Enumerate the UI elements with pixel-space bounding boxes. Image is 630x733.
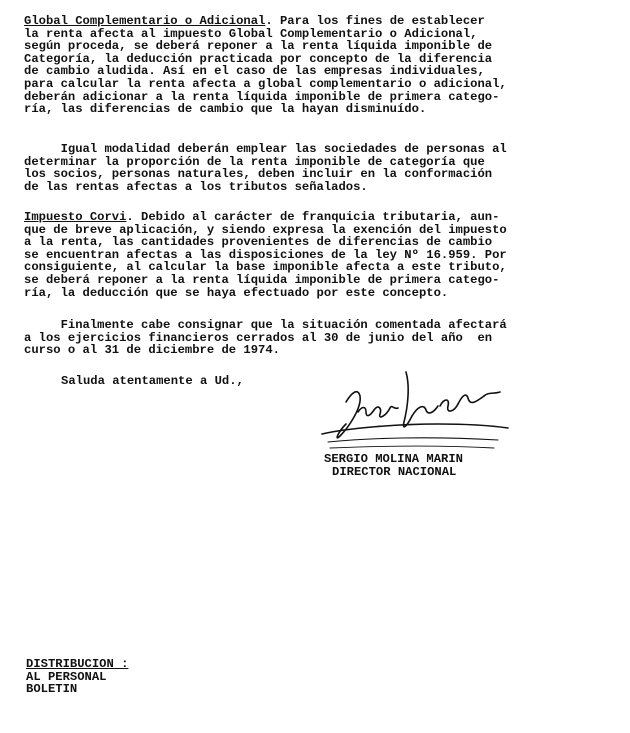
section-heading: Global Complementario o Adicional [24, 14, 266, 28]
distribution-heading: DISTRIBUCION : [26, 657, 129, 671]
text-line: Categoría, la deducción practicada por concepto de la diferencia [24, 51, 493, 66]
text-line: se deberá reponer a la renta líquida imponible de primera catego- [24, 272, 500, 287]
text-line: ría, la deducción que se haya efectuado por este concepto. [24, 285, 449, 300]
text-line: Finalmente cabe consignar que la situación comentada afectará [24, 318, 507, 332]
text-line: Igual modalidad deberán emplear las sociedades de personas al [24, 142, 507, 156]
text-line: ría, las diferencias de cambio que la hayan disminuído. [24, 102, 427, 117]
paragraph-igual-modalidad [24, 143, 609, 193]
text-line: la renta afecta al impuesto Global Complementario o Adicional, [24, 26, 478, 41]
text-line: consiguiente, al calcular la base imponible afecta a este tributo, [24, 260, 507, 275]
signature-block [324, 453, 524, 478]
signatory-name: SERGIO MOLINA MARIN [324, 452, 463, 466]
text-line: a los ejercicios financieros cerrados al 30 de junio del año en [24, 330, 493, 345]
text-line: a la renta, las cantidades provenientes de diferencias de cambio [24, 235, 493, 250]
paragraph-finalmente [24, 319, 609, 357]
closing-salutation: Saluda atentamente a Ud., [61, 374, 244, 388]
text-line: de las rentas afectas a los tributos señalados. [24, 179, 368, 194]
distribution-item: BOLETIN [26, 682, 78, 697]
text-line: los socios, personas naturales, deben incluir en la conformación [24, 167, 493, 182]
distribution-list [26, 658, 226, 696]
text-line: según proceda, se deberá reponer a la renta líquida imponible de [24, 39, 493, 54]
signatory-title: DIRECTOR NACIONAL [332, 464, 457, 479]
text-line: determinar la proporción de la renta imponible de categoría que [24, 154, 485, 169]
text-line: curso o al 31 de diciembre de 1974. [24, 343, 280, 358]
text-line: se encuentran afectas a las disposiciones de la ley Nº 16.959. Por [24, 247, 507, 262]
handwritten-signature [308, 362, 518, 454]
text-line: para calcular la renta afecta a global complementario o adicional, [24, 76, 507, 91]
paragraph-first-line: Global Complementario o Adicional. Para los fines de establecer [24, 14, 485, 28]
section-heading: Impuesto Corvi [24, 210, 127, 224]
text-line: deberán adicionar a la renta líquida imponible de primera catego- [24, 89, 500, 104]
paragraph-impuesto-corvi [24, 211, 609, 299]
paragraph-first-line: Impuesto Corvi. Debido al carácter de franquicia tributaria, aun- [24, 210, 500, 224]
text-line: que de breve aplicación, y siendo expresa la exención del impuesto [24, 222, 507, 237]
text-line: de cambio aludida. Así en el caso de las empresas individuales, [24, 64, 485, 79]
paragraph-global-complementario [24, 15, 609, 116]
distribution-item: AL PERSONAL [26, 669, 107, 684]
